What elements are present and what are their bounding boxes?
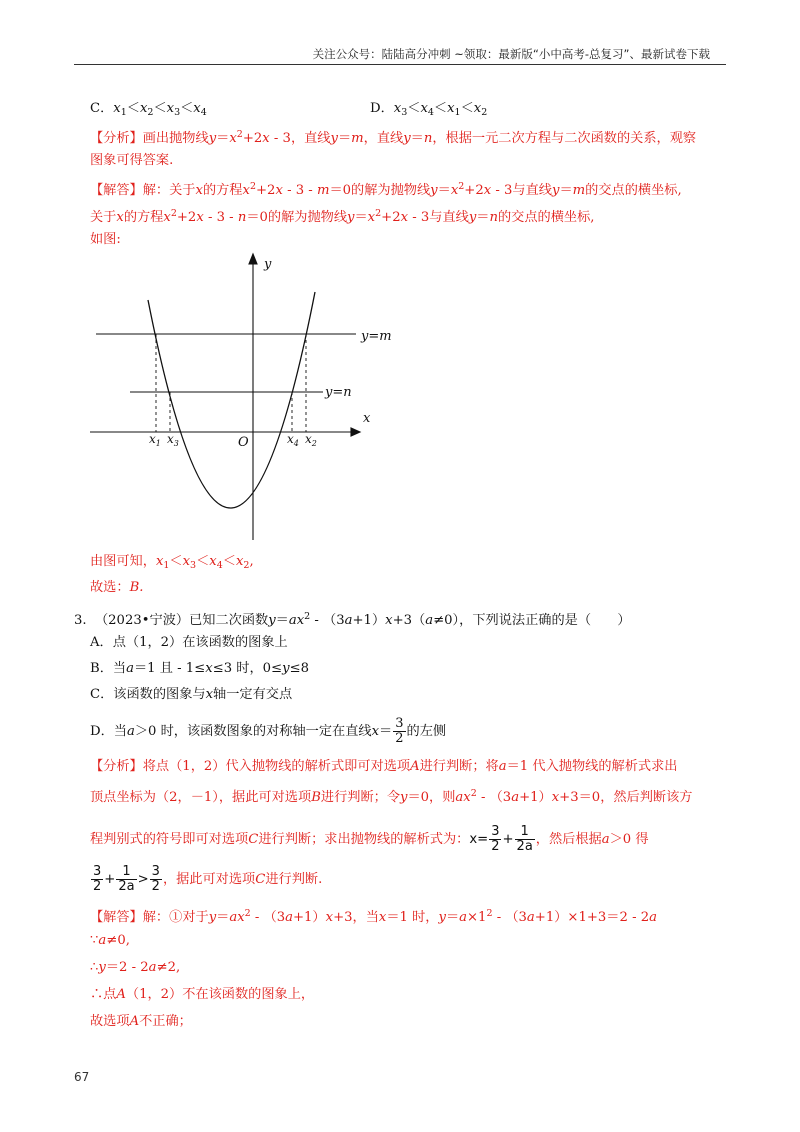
- page-header: 关注公众号：陆陆高分冲刺 ~领取：最新版“小中高考-总复习”、最新试卷下载: [312, 47, 710, 61]
- answer-1-line-2: 关于x的方程$x^2+2x - 3 - n=0$的解为抛物线$y=x^2+2x - 3$与直线y＝n的交点的横坐标,: [90, 208, 595, 225]
- y-axis-arrow: [249, 254, 257, 264]
- x4-label: $x_4$: [287, 432, 299, 448]
- answer-3-line-2: ∵a≠0,: [90, 933, 130, 948]
- x-axis-label: x: [363, 411, 371, 426]
- x2-label: $x_2$: [305, 432, 317, 448]
- conclusion-1: 由图可知，$x_1<x_3<x_4<x_2$,: [90, 554, 254, 571]
- answer-3-line-1: 【解答】解：①对于$y=ax^2 - (3a+1)x+3$，当x＝1 时，$y=a\times 1^2 - (3a+1)\times 1+3=2 - 2a$: [90, 908, 657, 925]
- analysis-3-line-1: 【分析】将点（1，2）代入抛物线的解析式即可对选项A进行判断；将a＝1 代入抛物线的解析式求出: [90, 759, 678, 774]
- analysis-1-line-2: 图象可得答案.: [90, 153, 174, 168]
- answer-1-line-1: 【解答】解：关于x的方程$x^2+2x - 3 - m=0$的解为抛物线$y=x^2+2x - 3$与直线y＝m的交点的横坐标,: [90, 181, 682, 198]
- q3-option-b: B．当a＝1 且 - 1≤x≤3 时，0≤y≤8: [90, 661, 309, 676]
- origin-label: O: [238, 435, 249, 450]
- answer-1-line-3: 如图:: [90, 232, 121, 247]
- x-axis-arrow: [351, 428, 360, 436]
- q3-option-a: A．点（1，2）在该函数的图象上: [90, 635, 288, 650]
- q3-option-c: C．该函数的图象与x轴一定有交点: [90, 687, 293, 702]
- header-rule: [74, 64, 726, 65]
- q3-option-d: D．当a＞0 时，该函数图象的对称轴一定在直线x＝ $\frac{3}{2}$ 的左侧: [90, 716, 447, 746]
- answer-3-line-5: 故选项A不正确；: [90, 1014, 192, 1029]
- option-d: D．$x_3<x_4<x_1<x_2$: [370, 101, 488, 118]
- option-c: C．$x_1<x_2<x_3<x_4$: [90, 101, 207, 118]
- analysis-1-line-1: 【分析】画出抛物线$y=x^2+2x - 3$，直线y＝m，直线y＝n，根据一元二次方程与二次函数的关系，观察: [90, 129, 697, 146]
- parabola-curve: [148, 292, 315, 508]
- page-number: 67: [74, 1070, 90, 1084]
- question-3-stem: 3. （2023•宁波）已知二次函数$y=ax^2 - (3a+1)x+3(a\ne 0)$，下列说法正确的是（ ）: [74, 611, 631, 628]
- answer-3-line-3: ∴y＝2 - 2a≠2,: [90, 960, 181, 975]
- x1-label: $x_1$: [149, 432, 161, 448]
- line-m-label: y=m: [361, 329, 392, 344]
- x3-label: $x_3$: [167, 432, 179, 448]
- analysis-3-line-2: 顶点坐标为（2，－1），据此可对选项B进行判断；令y＝0，则$ax^2 - (3a+1)x+3=0$，然后判断该方: [90, 788, 693, 805]
- parabola-graph: [88, 250, 408, 550]
- y-axis-label: y: [264, 257, 272, 272]
- choice-1: 故选：B.: [90, 580, 144, 595]
- analysis-3-line-4: $\frac{3}{2}$ + $\frac{1}{2a}$ > $\frac{3}{2}$ ，据此可对选项C进行判断.: [93, 863, 323, 894]
- line-n-label: y=n: [325, 385, 352, 400]
- answer-3-line-4: ∴点A（1，2）不在该函数的图象上，: [90, 987, 315, 1002]
- analysis-3-line-3: 程判别式的符号即可对选项C进行判断；求出抛物线的解析式为：x= $\frac{3}{2}$ + $\frac{1}{2a}$ ，然后根据a＞0 得: [90, 823, 649, 854]
